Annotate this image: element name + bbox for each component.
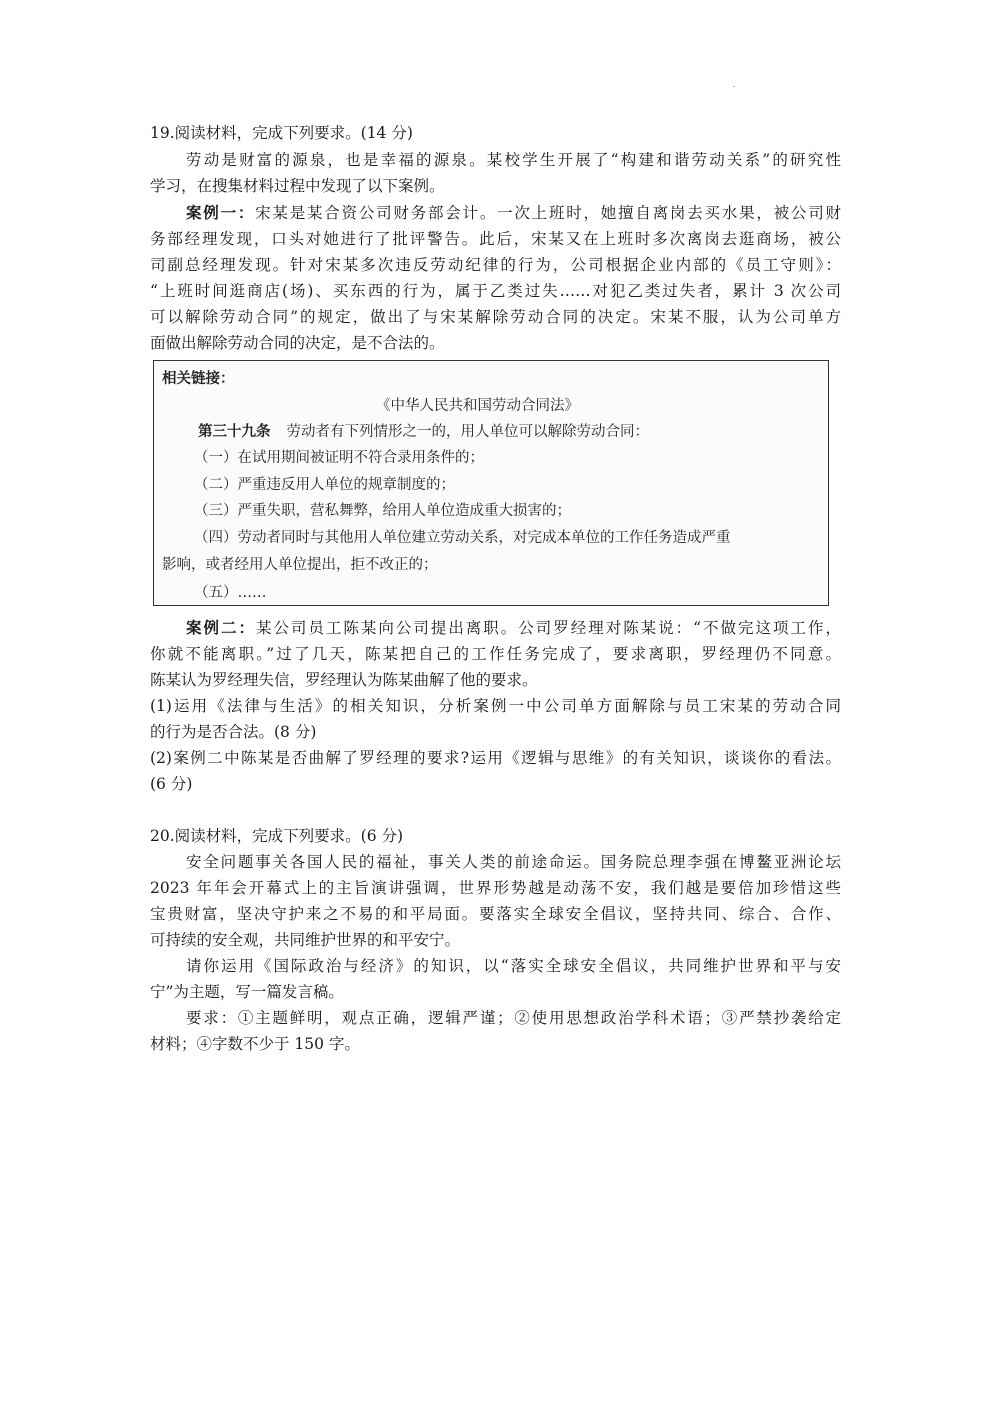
question-line: 的行为是否合法。(8 分) [150, 723, 317, 741]
q20-para1-line: 宝贵财富，坚决守护来之不易的和平局面。要落实全球安全倡议，坚持共同、综合、合作、 [150, 905, 841, 923]
q20-para2-line: 宁”为主题，写一篇发言稿。 [150, 983, 344, 1001]
case2-line: 陈某认为罗经理失信，罗经理认为陈某曲解了他的要求。 [150, 671, 538, 689]
case1-line: 可以解除劳动合同”的规定，做出了与宋某解除劳动合同的决定。宋某不服，认为公司单方 [150, 308, 841, 326]
case1-line: 面做出解除劳动合同的决定，是不合法的。 [150, 334, 445, 352]
article-item: （三）严重失职，营私舞弊，给用人单位造成重大损害的； [194, 503, 571, 519]
q19-intro-line: 学习，在搜集材料过程中发现了以下案例。 [150, 177, 445, 195]
article-item-cont: 影响，或者经用人单位提出，拒不改正的； [162, 557, 438, 573]
case1-label: 案例一： [186, 203, 256, 222]
article-item: （四）劳动者同时与其他用人单位建立劳动关系，对完成本单位的工作任务造成严重 [194, 530, 731, 546]
article-item: （五）…… [194, 585, 267, 601]
q20-para1-line: 可持续的安全观，共同维护世界的和平安宁。 [150, 931, 461, 949]
q19-intro-line: 劳动是财富的源泉，也是幸福的源泉。某校学生开展了“构建和谐劳动关系”的研究性 [186, 151, 841, 169]
case2-line: 你就不能离职。”过了几天，陈某把自己的工作任务完成了，要求离职，罗经理仍不同意。 [150, 645, 841, 663]
related-link-box [153, 360, 829, 606]
case1-text: 宋某是某合资公司财务部会计。一次上班时，她擅自离岗去买水果，被公司财 [255, 204, 841, 222]
case1-line: 务部经理发现，口头对她进行了批评警告。此后，宋某又在上班时多次离岗去逛商场，被公 [150, 230, 841, 248]
article-item: （一）在试用期间被证明不符合录用条件的； [194, 450, 484, 466]
article-label: 第三十九条 [198, 424, 271, 440]
q20-para1-line: 2023 年年会开幕式上的主旨演讲强调，世界形势越是动荡不安，我们越是要倍加珍惜这些 [150, 879, 841, 897]
q19-title: 19.阅读材料，完成下列要求。(14 分) [150, 124, 413, 142]
q20-para1-line: 安全问题事关各国人民的福祉，事关人类的前途命运。国务院总理李强在博鳌亚洲论坛 [186, 853, 841, 871]
case1-line: 司副总经理发现。针对宋某多次违反劳动纪律的行为，公司根据企业内部的《员工守则》： [150, 256, 841, 274]
case1-line: “上班时间逛商店(场)、买东西的行为，属于乙类过失……对犯乙类过失者，累计 3 次公司 [150, 282, 841, 300]
scan-mark [733, 86, 735, 87]
article-line [198, 422, 649, 442]
q20-para3-line: 要求：①主题鲜明，观点正确，逻辑严谨；②使用思想政治学科术语；③严禁抄袭给定 [186, 1009, 841, 1027]
article-item: （二）严重违反用人单位的规章制度的； [194, 477, 455, 493]
case1-first-line [186, 203, 841, 223]
question-line: (1)运用《法律与生活》的相关知识，分析案例一中公司单方面解除与员工宋某的劳动合同 [150, 697, 841, 715]
case2-text: 某公司员工陈某向公司提出离职。公司罗经理对陈某说：“不做完这项工作， [255, 619, 841, 637]
q20-para3-line: 材料；④字数不少于 150 字。 [150, 1035, 360, 1053]
article-text: 劳动者有下列情形之一的，用人单位可以解除劳动合同： [286, 424, 649, 440]
question-line: (2)案例二中陈某是否曲解了罗经理的要求?运用《逻辑与思维》的有关知识，谈谈你的看法。 [150, 749, 841, 767]
q20-title: 20.阅读材料，完成下列要求。(6 分) [150, 827, 404, 845]
question-line: (6 分) [150, 775, 193, 793]
case2-label: 案例二： [186, 618, 256, 637]
case2-first-line [186, 618, 841, 638]
q20-para2-line: 请你运用《国际政治与经济》的知识，以“落实全球安全倡议，共同维护世界和平与安 [186, 957, 841, 975]
box-heading: 相关链接： [162, 371, 235, 387]
law-title: 《中华人民共和国劳动合同法》 [376, 398, 579, 414]
